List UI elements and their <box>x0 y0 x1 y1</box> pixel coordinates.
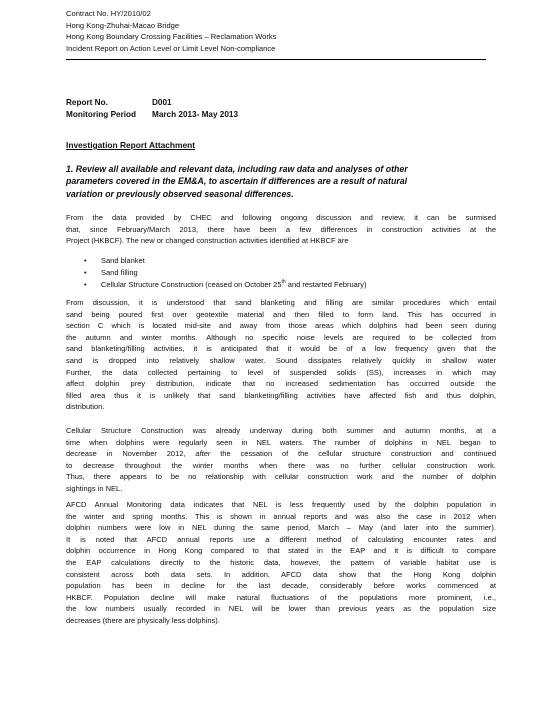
question-line: variation or previously observed seasonal differences. <box>66 188 294 199</box>
paragraph-line: Cellular Structure Construction was already underway during both summer and autumn months, at a <box>66 426 496 435</box>
header-works: Hong Kong Boundary Crossing Facilities – Reclamation Works <box>66 32 277 42</box>
paragraph-line: Further, the data collected pertaining to level of suspended solids (SS), increases in which may <box>66 367 496 377</box>
monitoring-period-row <box>66 109 238 121</box>
paragraph-line: From the data provided by CHEC and following ongoing discussion and review, it can be surmised <box>66 213 496 222</box>
question-line: parameters covered in the EM&A, to ascertain if differences are a result of natural <box>66 176 408 187</box>
paragraph-line: dolphin occurrence in Hong Kong compared to that stated in the EAP and it is difficult to compare <box>66 546 496 556</box>
paragraph-line: the EAP calculations directly to the historic data, however, the pattern of variable habitat use is <box>66 557 496 567</box>
paragraph-1 <box>66 212 496 247</box>
paragraph-4 <box>66 499 496 627</box>
paragraph-line: to decrease throughout the winter months when there was no further cellular construction work. <box>66 460 496 470</box>
paragraph-3 <box>66 425 496 495</box>
list-item <box>84 279 367 291</box>
paragraph-line: population has been in decline for the last decade, considerably before works commenced at <box>66 581 496 591</box>
paragraph-line: sand blanketing/filling activities, it is anticipated that it would be of a low frequency given that the <box>66 344 496 354</box>
paragraph-text: decrease in November 2012, <box>66 449 196 459</box>
paragraph-2 <box>66 297 496 413</box>
section-title: Investigation Report Attachment <box>66 140 196 150</box>
paragraph-line: From discussion, it is understood that sand blanketing and filling are similar procedures which entail <box>66 298 496 307</box>
emphasis-text: after <box>195 449 211 459</box>
paragraph-line: that, since February/March 2013, there have been a few differences in construction activities at the <box>66 224 496 234</box>
bullet-icon: • <box>84 267 87 277</box>
list-item <box>84 267 367 279</box>
paragraph-line: HKBCF. Population decline will make natural fluctuations of the populations more prominent, i.e., <box>66 592 496 602</box>
bullet-icon: • <box>84 279 87 289</box>
paragraph-line: consistent across both data sets. In addition, AFCD data show that the Hong Kong dolphin <box>66 569 496 579</box>
bullet-icon: • <box>84 256 87 265</box>
header-project: Hong Kong-Zhuhai-Macao Bridge <box>66 20 180 30</box>
list-item-text: Sand blanket <box>101 256 145 265</box>
paragraph-line: sand is dropped into relatively shallow water. Sound dissipates relatively quickly in shallow water <box>66 355 496 365</box>
activity-list <box>84 255 367 290</box>
monitoring-period-label: Monitoring Period <box>66 110 137 119</box>
report-no-value: D001 <box>152 98 172 107</box>
paragraph-line: time when dolphins were regularly seen in NEL waters. The number of dolphins in NEL began to <box>66 437 496 447</box>
paragraph-line: the low numbers usually recorded in NEL will be lower than previous years as the population size <box>66 604 496 614</box>
question-line: 1. Review all available and relevant data, including raw data and analyses of other <box>66 164 408 174</box>
paragraph-line: the autumn and winter months. Although no specific noise levels are required to be collected from <box>66 332 496 342</box>
header-contract-no: Contract No. HY/2010/02 <box>66 9 151 18</box>
report-no-label: Report No. <box>66 98 108 107</box>
paragraph-line: sightings in NEL. <box>66 483 123 493</box>
list-item-text <box>101 279 367 291</box>
list-item-text: Sand filling <box>101 267 138 277</box>
paragraph-line: sand being poured first over geotextile material and then filled to form land. This has occurred in <box>66 309 496 319</box>
paragraph-line: filled area thus it is unlikely that sand blanketing/filling activities have affected fish and thus dolphin, <box>66 390 496 400</box>
monitoring-period-value: March 2013- May 2013 <box>152 110 239 119</box>
paragraph-line: the winter and spring months. This is shown in annual reports and was also the case in 2012 when <box>66 511 496 521</box>
list-item <box>84 255 367 267</box>
paragraph-line: section C which is located mid-site and away from those areas which dolphins had been seen during <box>66 321 496 331</box>
ordinal-suffix: th <box>281 278 286 285</box>
paragraph-line <box>66 448 496 460</box>
report-info <box>66 97 238 121</box>
paragraph-line: AFCD Annual Monitoring data indicates that NEL is less frequently used by the dolphin population in <box>66 500 496 509</box>
paragraph-line: affect dolphin prey distribution, indicate that no increased sedimentation has occurred outside the <box>66 379 496 389</box>
paragraph-line: Thus, there appears to be no relationship with cellular construction work and the number of dolphin <box>66 472 496 482</box>
paragraph-text: the cessation of the cellular structure construction and continued <box>210 449 496 459</box>
page-header <box>66 8 486 60</box>
list-item-text-end: and restarted February) <box>285 279 367 289</box>
paragraph-line: decreases (there are physically less dolphins). <box>66 615 220 625</box>
paragraph-line: It is noted that AFCD annual reports use a different method of calculating encounter rates and <box>66 534 496 544</box>
paragraph-line: distribution. <box>66 402 105 412</box>
question-heading <box>66 163 490 200</box>
report-no-row <box>66 97 238 109</box>
list-item-text-start: Cellular Structure Construction (ceased on October 25 <box>101 279 282 289</box>
header-report-type: Incident Report on Action Level or Limit Level Non-compliance <box>66 44 276 54</box>
paragraph-line: Project (HKBCF). The new or changed construction activities identified at HKBCF are <box>66 236 349 246</box>
paragraph-line: dolphin numbers were low in NEL during the same period, March – May (and later into the summer). <box>66 523 496 533</box>
